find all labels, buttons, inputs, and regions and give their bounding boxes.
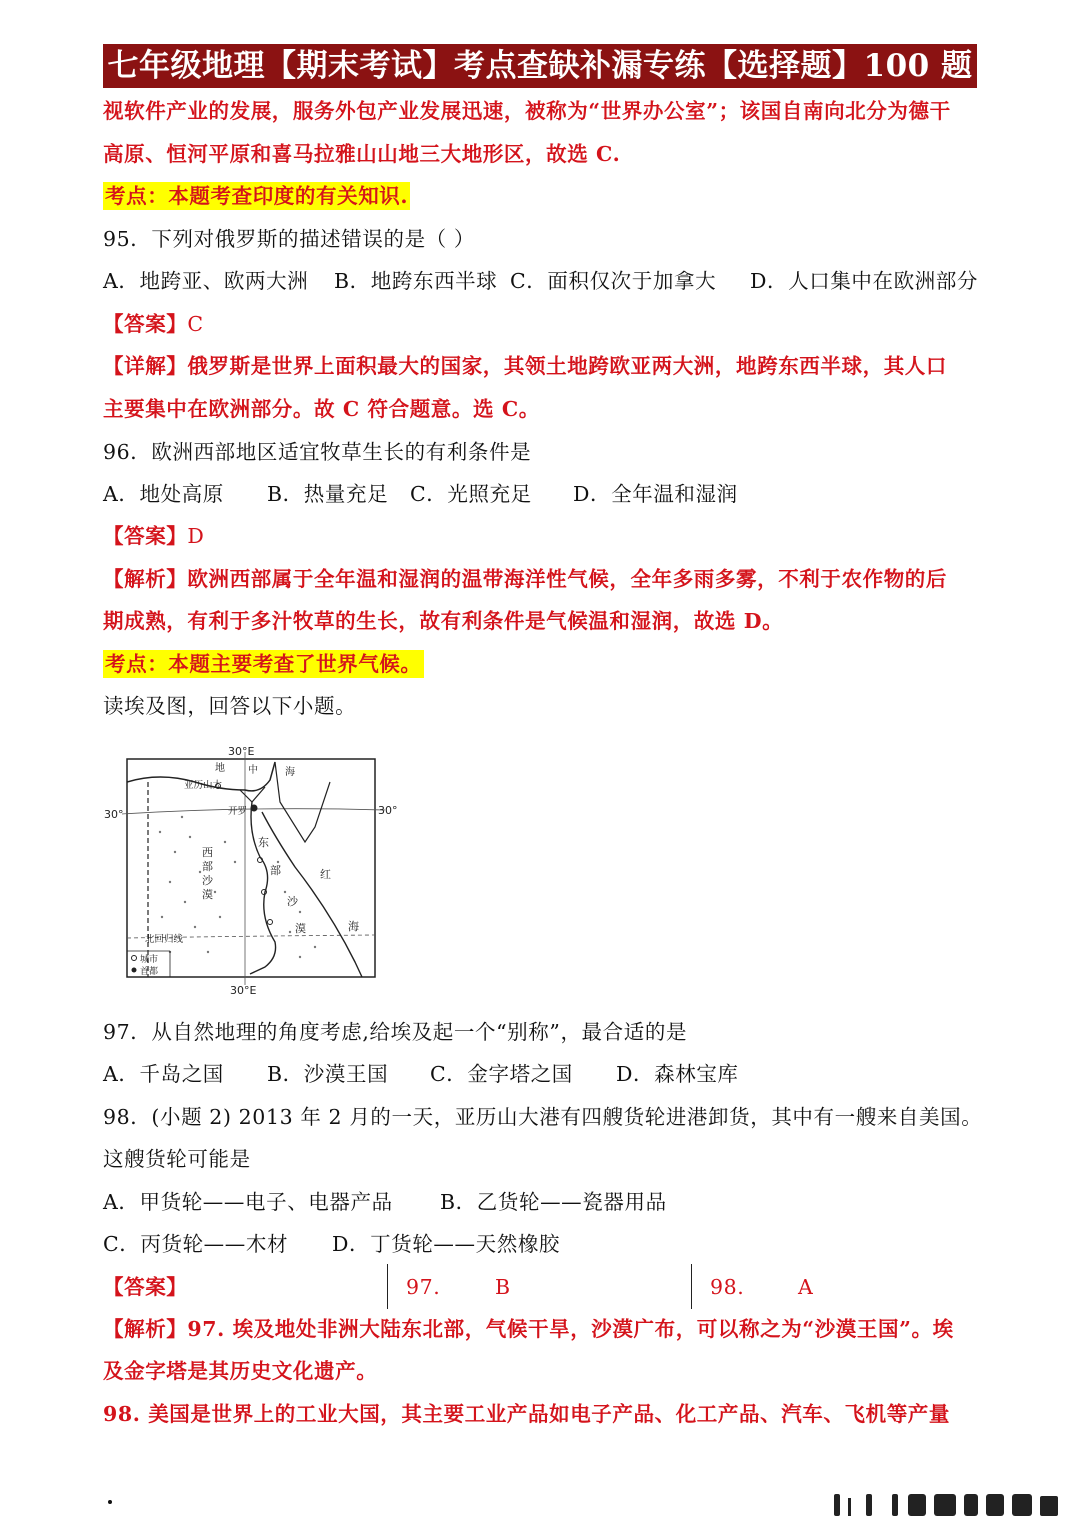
- cairo-capital-marker: [251, 805, 258, 812]
- q98-option-d: D．丁货轮——天然橡胶: [332, 1232, 561, 1256]
- legend-city: 城市: [140, 955, 159, 965]
- answer-value: D: [187, 524, 205, 548]
- q95-stem: 95．下列对俄罗斯的描述错误的是（ ）: [103, 227, 476, 251]
- red-sea-coast: [262, 812, 362, 977]
- intro-line-2: 高原、恒河平原和喜马拉雅山山地三大地形区，故选 C.: [103, 142, 621, 166]
- label-west-desert-2: 部: [202, 860, 213, 873]
- map-intro: 读埃及图，回答以下小题。: [103, 694, 357, 718]
- answers-divider-2: [691, 1264, 692, 1309]
- watermark-mark-icon: [834, 1488, 1064, 1518]
- analysis-line-1: [103, 1315, 954, 1343]
- q95-option-d: D．人口集中在欧洲部分: [750, 269, 979, 293]
- label-west-desert-3: 沙: [202, 874, 213, 887]
- label-red-sea-2: 海: [348, 920, 359, 933]
- q97-stem: 97．从自然地理的角度考虑,给埃及起一个“别称”，最合适的是: [103, 1020, 688, 1044]
- legend-capital: 首都: [140, 967, 159, 977]
- label-east-desert-3: 沙: [287, 895, 298, 908]
- answer-tag: 【答案】: [103, 312, 188, 336]
- q97-option-d: D．森林宝库: [616, 1062, 739, 1086]
- answers-row-tag: 【答案】: [103, 1275, 188, 1299]
- q98-stem-line-1: 98．(小题 2) 2013 年 2 月的一天，亚历山大港有四艘货轮进港卸货，其中有一艘来自美国。: [103, 1105, 983, 1129]
- nile-river: [250, 802, 276, 974]
- q97-option-a: A．千岛之国: [103, 1062, 224, 1086]
- kaodian-highlight: 考点：本题主要考查了世界气候。: [105, 652, 422, 676]
- lat-right-label: 30°: [378, 804, 398, 817]
- label-tropic: 北回归线: [145, 934, 184, 945]
- analysis-tag: 【解析】: [103, 1317, 188, 1341]
- label-east-desert-4: 漠: [295, 922, 306, 935]
- sinai-outline: [275, 762, 330, 842]
- q96-detail-line-1: [103, 565, 947, 593]
- analysis-line-3: 98. 美国是世界上的工业大国，其主要工业产品如电子产品、化工产品、汽车、飞机等产量: [103, 1402, 950, 1426]
- label-east-desert-1: 东: [258, 836, 269, 849]
- label-hai: 海: [285, 767, 295, 778]
- answer-tag: 【答案】: [103, 524, 188, 548]
- q96-option-c: C．光照充足: [410, 482, 532, 506]
- q98-option-a: A．甲货轮——电子、电器产品: [103, 1190, 393, 1214]
- kaodian-highlight: 考点：本题考查印度的有关知识.: [105, 184, 409, 208]
- q95-option-b: B．地跨东西半球: [334, 269, 498, 293]
- answers-divider-1: [387, 1264, 388, 1309]
- label-di: 地: [215, 763, 225, 774]
- q95-option-c: C．面积仅次于加拿大: [510, 269, 717, 293]
- q96-detail-line-2: 期成熟，有利于多汁牧草的生长，故有利条件是气候温和湿润，故选 D。: [103, 609, 784, 633]
- answer-value: C: [187, 312, 204, 336]
- label-zhong: 中: [248, 765, 258, 776]
- q95-option-a: A．地跨亚、欧两大洲: [103, 269, 309, 293]
- intro-line-1: 视软件产业的发展，服务外包产业发展迅速，被称为“世界办公室”；该国自南向北分为德干: [103, 99, 951, 123]
- q97-option-c: C．金字塔之国: [430, 1062, 573, 1086]
- bottom-bullet-dot: [108, 1500, 112, 1504]
- q96-stem: 96．欧洲西部地区适宜牧草生长的有利条件是: [103, 440, 532, 464]
- q98-stem-line-2: 这艘货轮可能是: [103, 1147, 251, 1171]
- answer-98-value: A: [798, 1275, 814, 1299]
- lon-top-label: 30°E: [228, 745, 255, 758]
- q96-kaodian: [103, 650, 424, 678]
- q96-answer: [103, 522, 204, 550]
- label-cairo: 开罗: [228, 806, 248, 817]
- lat-left-label: 30°: [104, 808, 124, 821]
- label-alexandria: 亚历山大: [184, 780, 223, 791]
- q96-option-b: B．热量充足: [267, 482, 389, 506]
- q98-option-c: C．丙货轮——木材: [103, 1232, 289, 1256]
- legend-city-symbol: [132, 956, 137, 961]
- q96-option-d: D．全年温和湿润: [573, 482, 738, 506]
- analysis-text: 97. 埃及地处非洲大陆东北部，气候干旱，沙漠广布，可以称之为“沙漠王国”。埃: [187, 1317, 954, 1341]
- q95-detail-line-2: 主要集中在欧洲部分。故 C 符合题意。选 C。: [103, 397, 540, 421]
- q97-option-b: B．沙漠王国: [267, 1062, 389, 1086]
- egypt-map: [100, 742, 410, 1002]
- answer-97-value: B: [495, 1275, 511, 1299]
- document-title: 七年级地理【期末考试】考点查缺补漏专练【选择题】100 题: [103, 44, 977, 88]
- answer-97-number: 97.: [406, 1275, 441, 1299]
- detail-tag: 【解析】: [103, 567, 188, 591]
- detail-tag: 【详解】: [103, 354, 188, 378]
- intro-kaodian: [103, 182, 410, 210]
- analysis-line-2: 及金字塔是其历史文化遗产。: [103, 1359, 378, 1383]
- label-east-desert-2: 部: [270, 864, 281, 877]
- label-west-desert-4: 漠: [202, 888, 213, 901]
- lon-bottom-label: 30°E: [230, 984, 257, 997]
- detail-text: 欧洲西部属于全年温和湿润的温带海洋性气候，全年多雨多雾，不利于农作物的后: [187, 567, 948, 591]
- detail-text: 俄罗斯是世界上面积最大的国家，其领土地跨欧亚两大洲，地跨东西半球，其人口: [187, 354, 948, 378]
- answer-98-number: 98.: [710, 1275, 745, 1299]
- q98-option-b: B．乙货轮——瓷器用品: [440, 1190, 667, 1214]
- q95-detail-line-1: [103, 352, 947, 380]
- label-west-desert-1: 西: [202, 846, 213, 859]
- q96-option-a: A．地处高原: [103, 482, 224, 506]
- legend-capital-symbol: [132, 968, 137, 973]
- label-red-sea-1: 红: [320, 868, 331, 881]
- q95-answer: [103, 310, 204, 338]
